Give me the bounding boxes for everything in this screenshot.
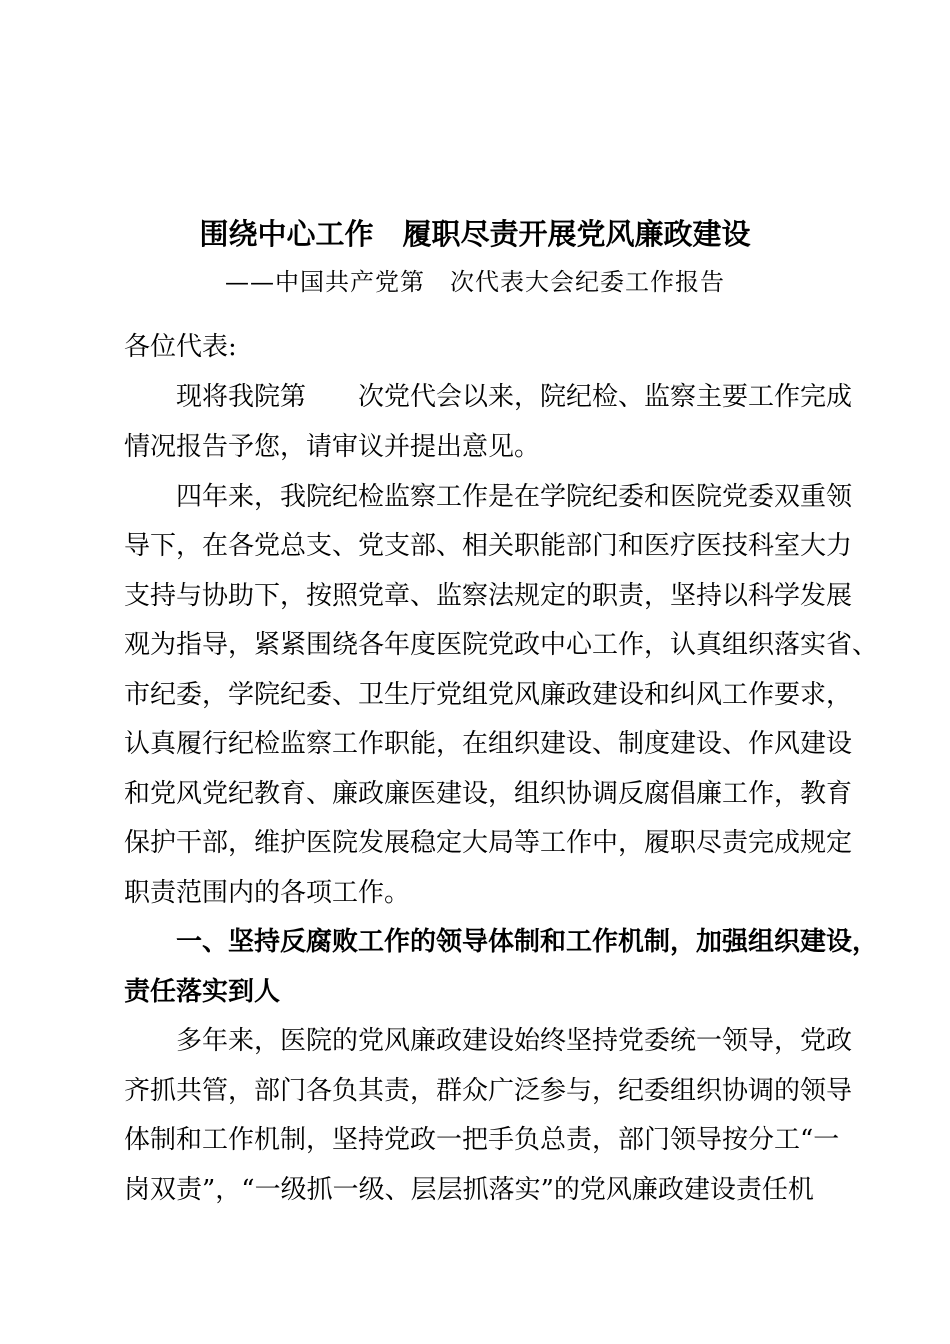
paragraph-line: 导下，在各党总支、党支部、相关职能部门和医疗医技科室大力 [124, 531, 853, 561]
section-heading: 一、坚持反腐败工作的领导体制和工作机制，加强组织建设， [176, 927, 879, 957]
paragraph-line: 现将我院第 次党代会以来，院纪检、监察主要工作完成 [176, 382, 853, 412]
paragraph-line: 保护干部，维护医院发展稳定大局等工作中，履职尽责完成规定 [124, 828, 853, 858]
paragraph-line: 观为指导，紧紧围绕各年度医院党政中心工作，认真组织落实省、 [124, 630, 879, 660]
paragraph-line: 支持与协助下，按照党章、监察法规定的职责，坚持以科学发展 [124, 581, 853, 611]
section-heading: 责任落实到人 [124, 977, 281, 1007]
salutation: 各位代表: [124, 332, 237, 362]
paragraph-line: 四年来，我院纪检监察工作是在学院纪委和医院党委双重领 [176, 482, 853, 512]
paragraph-line: 体制和工作机制，坚持党政一把手负总责，部门领导按分工“一 [124, 1125, 840, 1155]
paragraph-line: 多年来，医院的党风廉政建设始终坚持党委统一领导，党政 [176, 1026, 853, 1056]
paragraph-line: 市纪委，学院纪委、卫生厅党组党风廉政建设和纠风工作要求， [124, 680, 853, 710]
paragraph-line: 情况报告予您，请审议并提出意见。 [124, 432, 541, 462]
document-title: 围绕中心工作 履职尽责开展党风廉政建设 [199, 217, 751, 251]
paragraph-line: 和党风党纪教育、廉政廉医建设，组织协调反腐倡廉工作，教育 [124, 779, 853, 809]
paragraph-line: 岗双责”，“一级抓一级、层层抓落实”的党风廉政建设责任机 [124, 1175, 814, 1205]
paragraph-line: 职责范围内的各项工作。 [124, 878, 411, 908]
paragraph-line: 认真履行纪检监察工作职能，在组织建设、制度建设、作风建设 [124, 729, 853, 759]
paragraph-line: 齐抓共管，部门各负其责，群众广泛参与，纪委组织协调的领导 [124, 1076, 853, 1106]
document-subtitle: ——中国共产党第 次代表大会纪委工作报告 [225, 268, 725, 296]
